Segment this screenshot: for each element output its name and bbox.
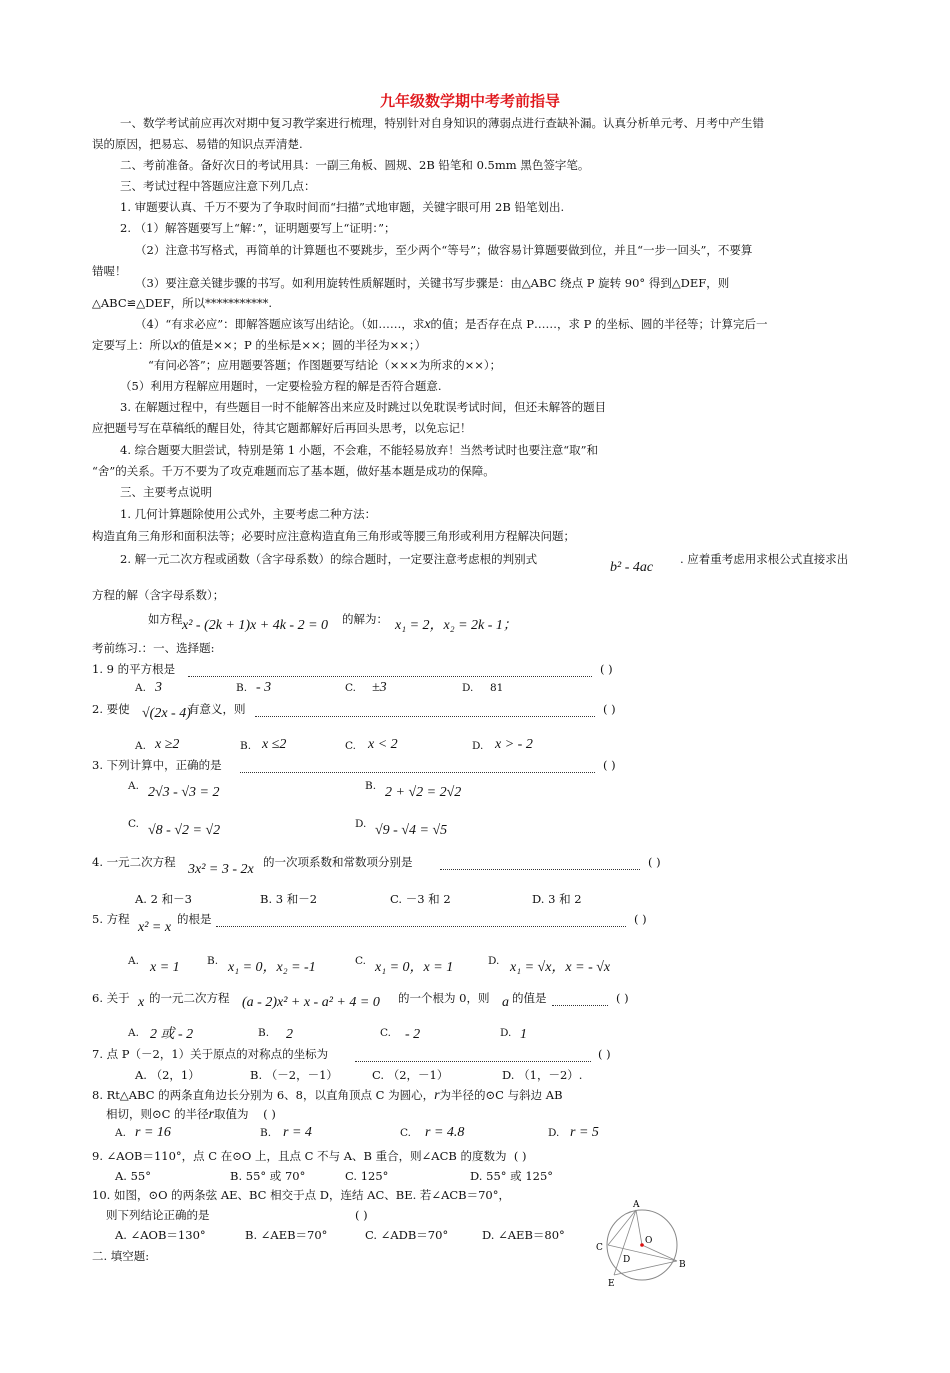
q8-opt-a[interactable]: r = 16 — [135, 1125, 171, 1140]
q2-opt-b-label: B. — [240, 740, 252, 752]
guide-p3-2c-cont: △ABC≌△DEF，所以***********. — [92, 296, 273, 310]
q3-opt-d-label: D. — [355, 818, 367, 830]
guide-p3-2c: （3）要注意关键步骤的书写。如利用旋转性质解题时，关键书写步骤是：由△ABC 绕点 P 旋转 90° 得到△DEF，则 — [135, 276, 730, 290]
q2-radical: √(2x - 4) — [142, 706, 191, 721]
q5-opt-c[interactable]: x₁ = 0，x = 1 — [375, 960, 454, 975]
q2-opt-c[interactable]: x < 2 — [368, 737, 398, 752]
label-a: A — [633, 1200, 640, 1210]
q7-stem: 7. 点 P（－2，1）关于原点的对称点的坐标为 — [92, 1047, 329, 1061]
guide-p4-1: 1. 几何计算题除使用公式外，主要考虑二种方法： — [120, 507, 377, 521]
q6-stem3: 的一个根为 0，则 — [398, 991, 490, 1005]
guide-p3-1: 1. 审题要认真、千万不要为了争取时间而“扫描”式地审题，关键字眼可用 2B 铅笔划出. — [120, 200, 565, 214]
q1-opt-b-label: B. — [236, 682, 248, 694]
q1-opt-c[interactable]: ±3 — [372, 680, 387, 695]
q6-dotted-line — [552, 1005, 608, 1006]
q9-opt-c[interactable]: C. 125° — [345, 1169, 389, 1183]
q10-opt-a[interactable]: A. ∠AOB＝130° — [115, 1228, 206, 1242]
q5-opt-a-label: A. — [128, 955, 139, 967]
label-e: E — [608, 1279, 615, 1289]
q5-stem2: 的根是 — [177, 912, 212, 926]
q4-answer-paren[interactable]: ( ) — [648, 855, 661, 869]
q3-opt-b[interactable]: 2 + √2 = 2√2 — [385, 785, 462, 800]
q4-stem: 4. 一元二次方程 — [92, 855, 176, 869]
guide-p1-cont: 误的原因，把易忘、易错的知识点弄清楚. — [92, 137, 303, 151]
guide-example-label: 如方程 — [148, 612, 183, 626]
guide-p3-2b-cont: 错喔！ — [92, 264, 127, 278]
segment-oa — [636, 1210, 642, 1245]
q6-opt-b-label: B. — [258, 1027, 270, 1039]
q2-opt-b[interactable]: x ≤2 — [262, 737, 287, 752]
label-c: C — [596, 1243, 603, 1253]
guide-p3-3: 3. 在解题过程中，有些题目一时不能解答出来应及时跳过以免耽误考试时间，但还未解答的题目 — [120, 400, 607, 414]
guide-p3-2b: （2）注意书写格式，再简单的计算题也不要跳步，至少两个“等号”；做容易计算题要做到位，并且“一步一回头”，不要算 — [135, 243, 753, 257]
q8-opt-d-label: D. — [548, 1127, 560, 1139]
guide-p1: 一、数学考试前应再次对期中复习教学案进行梳理，特别针对自身知识的薄弱点进行查缺补漏。认真分析单元考、月考中产生错 — [120, 116, 764, 130]
guide-p3-2: 2. （1）解答题要写上“解：”，证明题要写上“证明：”； — [120, 221, 396, 235]
q7-dotted-line — [355, 1061, 591, 1062]
q9-stem: 9. ∠AOB＝110°，点 C 在⊙O 上，且点 C 不与 A、B 重合，则∠ACB 的度数为 ( ) — [92, 1149, 527, 1163]
q4-dotted-line — [440, 869, 640, 870]
q2-opt-a-label: A. — [135, 740, 146, 752]
q5-opt-d[interactable]: x₁ = √x，x = - √x — [510, 960, 611, 975]
q2-stem: 2. 要使 — [92, 702, 130, 716]
q2-opt-c-label: C. — [345, 740, 356, 752]
q6-equation: (a - 2)x² + x - a² + 4 = 0 — [242, 995, 380, 1010]
q9-answer-paren[interactable]: ( ) — [513, 1149, 527, 1163]
discriminant-expr: b² - 4ac — [610, 560, 654, 575]
q6-opt-d-label: D. — [500, 1027, 512, 1039]
guide-p3-4: 4. 综合题要大胆尝试，特别是第 1 小题，不会难，不能轻易放弃！当然考试时也要注意“取”和 — [120, 443, 599, 457]
q8-opt-b-label: B. — [260, 1127, 272, 1139]
q10-answer-paren[interactable]: ( ) — [355, 1208, 368, 1222]
q6-stem2: 的一元二次方程 — [149, 991, 230, 1005]
q5-dotted-line — [216, 926, 626, 927]
q6-opt-d[interactable]: 1 — [520, 1027, 527, 1042]
q6-opt-c-label: C. — [380, 1027, 391, 1039]
q7-opt-a[interactable]: A. （2，1） — [135, 1068, 200, 1082]
q8-opt-d[interactable]: r = 5 — [570, 1125, 599, 1140]
q2-opt-d[interactable]: x > - 2 — [495, 737, 533, 752]
q4-equation: 3x² = 3 - 2x — [188, 862, 254, 877]
guide-p4-2-tail: . 应着重考虑用求根公式直接求出 — [680, 552, 849, 566]
q10-stem: 10. 如图，⊙O 的两条弦 AE、BC 相交于点 D，连结 AC、BE. 若∠ACB＝70°， — [92, 1188, 511, 1202]
q6-opt-a-label: A. — [128, 1027, 139, 1039]
guide-p3-2f: （5）利用方程解应用题时，一定要检验方程的解是否符合题意. — [120, 379, 442, 393]
q6-opt-c[interactable]: - 2 — [405, 1027, 421, 1042]
q6-opt-b[interactable]: 2 — [286, 1027, 293, 1042]
q8-opt-c[interactable]: r = 4.8 — [425, 1125, 465, 1140]
q2-dotted-line — [255, 716, 595, 717]
q3-dotted-line — [240, 772, 595, 773]
q1-stem: 1. 9 的平方根是 — [92, 662, 176, 676]
label-o: O — [645, 1236, 653, 1246]
q5-opt-d-label: D. — [488, 955, 500, 967]
q2-opt-d-label: D. — [472, 740, 484, 752]
fill-in-heading: 二. 填空题: — [92, 1249, 150, 1263]
q5-stem: 5. 方程 — [92, 912, 130, 926]
example-solution: x₁ = 2，x₂ = 2k - 1； — [395, 618, 517, 633]
page-title: 九年级数学期中考考前指导 — [380, 92, 561, 110]
q4-opt-a[interactable]: A. 2 和－3 — [135, 892, 192, 906]
q9-opt-d[interactable]: D. 55° 或 125° — [470, 1169, 554, 1183]
q1-opt-c-label: C. — [345, 682, 356, 694]
q8-opt-a-label: A. — [115, 1127, 126, 1139]
guide-p3-2d-cont: 定要写上：所以x的值是××；P 的坐标是××；圆的半径为××；） — [92, 338, 427, 353]
segment-ob — [642, 1245, 677, 1261]
q10-opt-d[interactable]: D. ∠AEB＝80° — [482, 1228, 565, 1242]
q1-opt-b[interactable]: - 3 — [256, 680, 272, 695]
q3-opt-c-label: C. — [128, 818, 139, 830]
q6-answer-paren[interactable]: ( ) — [616, 991, 629, 1005]
q7-answer-paren[interactable]: ( ) — [598, 1047, 611, 1061]
q5-opt-b[interactable]: x₁ = 0，x₂ = -1 — [228, 960, 316, 975]
q7-opt-d[interactable]: D. （1，－2）. — [502, 1068, 583, 1082]
q6-var-a: a — [502, 995, 509, 1010]
q9-opt-a[interactable]: A. 55° — [115, 1169, 151, 1183]
guide-p3-2e: “有问必答”；应用题要答题；作图题要写结论（×××为所求的××）； — [148, 358, 502, 372]
guide-p4-2: 2. 解一元二次方程或函数（含字母系数）的综合题时，一定要注意考虑根的判别式 — [120, 552, 538, 566]
circle-figure — [590, 1195, 700, 1290]
q6-var-x: x — [138, 995, 145, 1010]
center-point — [640, 1243, 644, 1247]
q5-opt-b-label: B. — [207, 955, 219, 967]
chord-bc — [608, 1245, 677, 1261]
q5-opt-a[interactable]: x = 1 — [150, 960, 180, 975]
q9-opt-b[interactable]: B. 55° 或 70° — [230, 1169, 306, 1183]
guide-p3-4-cont: “舍”的关系。千万不要为了攻克难题而忘了基本题，做好基本题是成功的保障。 — [92, 464, 495, 478]
q4-opt-d[interactable]: D. 3 和 2 — [532, 892, 582, 906]
q1-opt-a-label: A. — [135, 682, 146, 694]
q4-opt-c[interactable]: C. －3 和 2 — [390, 892, 451, 906]
q8-stem-cont: 相切，则⊙C 的半径r取值为 ( ) — [106, 1107, 276, 1122]
q7-opt-c[interactable]: C. （2，－1） — [372, 1068, 449, 1082]
q6-stem4: 的值是 — [512, 991, 547, 1005]
q10-opt-b[interactable]: B. ∠AEB＝70° — [245, 1228, 328, 1242]
q1-dotted-line — [188, 676, 592, 677]
label-b: B — [679, 1260, 686, 1270]
q10-stem-cont: 则下列结论正确的是 — [106, 1208, 210, 1222]
q2-stem2: 有意义，则 — [188, 702, 246, 716]
q4-stem2: 的一次项系数和常数项分别是 — [263, 855, 413, 869]
q2-opt-a[interactable]: x ≥2 — [155, 737, 180, 752]
guide-p3-3-cont: 应把题号写在草稿纸的醒目处，待其它题都解好后再回头思考，以免忘记！ — [92, 421, 472, 435]
q7-opt-b[interactable]: B. （－2，－1） — [250, 1068, 338, 1082]
q10-opt-c[interactable]: C. ∠ADB＝70° — [365, 1228, 449, 1242]
q1-answer-paren[interactable]: ( ) — [600, 662, 613, 676]
label-d: D — [623, 1255, 631, 1265]
q3-answer-paren[interactable]: ( ) — [603, 758, 616, 772]
guide-p2: 二、考前准备。备好次日的考试用具：一副三角板、圆规、2B 铅笔和 0.5mm 黑色签字笔。 — [120, 158, 590, 172]
q8-opt-c-label: C. — [400, 1127, 411, 1139]
q8-answer-paren[interactable]: ( ) — [263, 1107, 276, 1121]
q1-opt-d-label: D. — [462, 682, 474, 694]
q2-answer-paren[interactable]: ( ) — [603, 702, 616, 716]
q1-opt-a[interactable]: 3 — [155, 680, 162, 695]
q6-stem: 6. 关于 — [92, 991, 130, 1005]
q5-opt-c-label: C. — [355, 955, 366, 967]
guide-p3-2d: （4）“有求必应”：即解答题应该写出结论。（如……，求x的值；是否存在点 P……，求 P 的坐标、圆的半径等；计算完后一 — [135, 317, 768, 332]
q5-answer-paren[interactable]: ( ) — [634, 912, 647, 926]
guide-p4: 三、主要考点说明 — [120, 485, 212, 499]
q3-opt-a[interactable]: 2√3 - √3 = 2 — [148, 785, 220, 800]
guide-p4-2-cont: 方程的解（含字母系数）； — [92, 588, 225, 602]
q3-opt-c[interactable]: √8 - √2 = √2 — [148, 823, 221, 838]
guide-example-mid: 的解为： — [342, 612, 388, 626]
q8-stem: 8. Rt△ABC 的两条直角边长分别为 6、8，以直角顶点 C 为圆心，r为半径的⊙C 与斜边 AB — [92, 1088, 563, 1103]
guide-p3: 三、考试过程中答题应注意下列几点： — [120, 179, 316, 193]
q8-opt-b[interactable]: r = 4 — [283, 1125, 312, 1140]
example-equation: x² - (2k + 1)x + 4k - 2 = 0 — [182, 618, 329, 633]
q3-opt-d[interactable]: √9 - √4 = √5 — [375, 823, 448, 838]
q3-opt-a-label: A. — [128, 780, 139, 792]
q1-opt-d[interactable]: 81 — [490, 682, 504, 694]
q6-opt-a[interactable]: 2 或 - 2 — [150, 1027, 194, 1042]
q3-opt-b-label: B. — [365, 780, 377, 792]
q4-opt-b[interactable]: B. 3 和－2 — [260, 892, 318, 906]
q5-equation: x² = x — [138, 920, 172, 935]
guide-p4-1b: 构造直角三角形和面积法等；必要时应注意构造直角三角形或等腰三角形或利用方程解决问题； — [92, 529, 575, 543]
q3-stem: 3. 下列计算中，正确的是 — [92, 758, 222, 772]
practice-heading: 考前练习.：一、选择题: — [92, 641, 215, 655]
